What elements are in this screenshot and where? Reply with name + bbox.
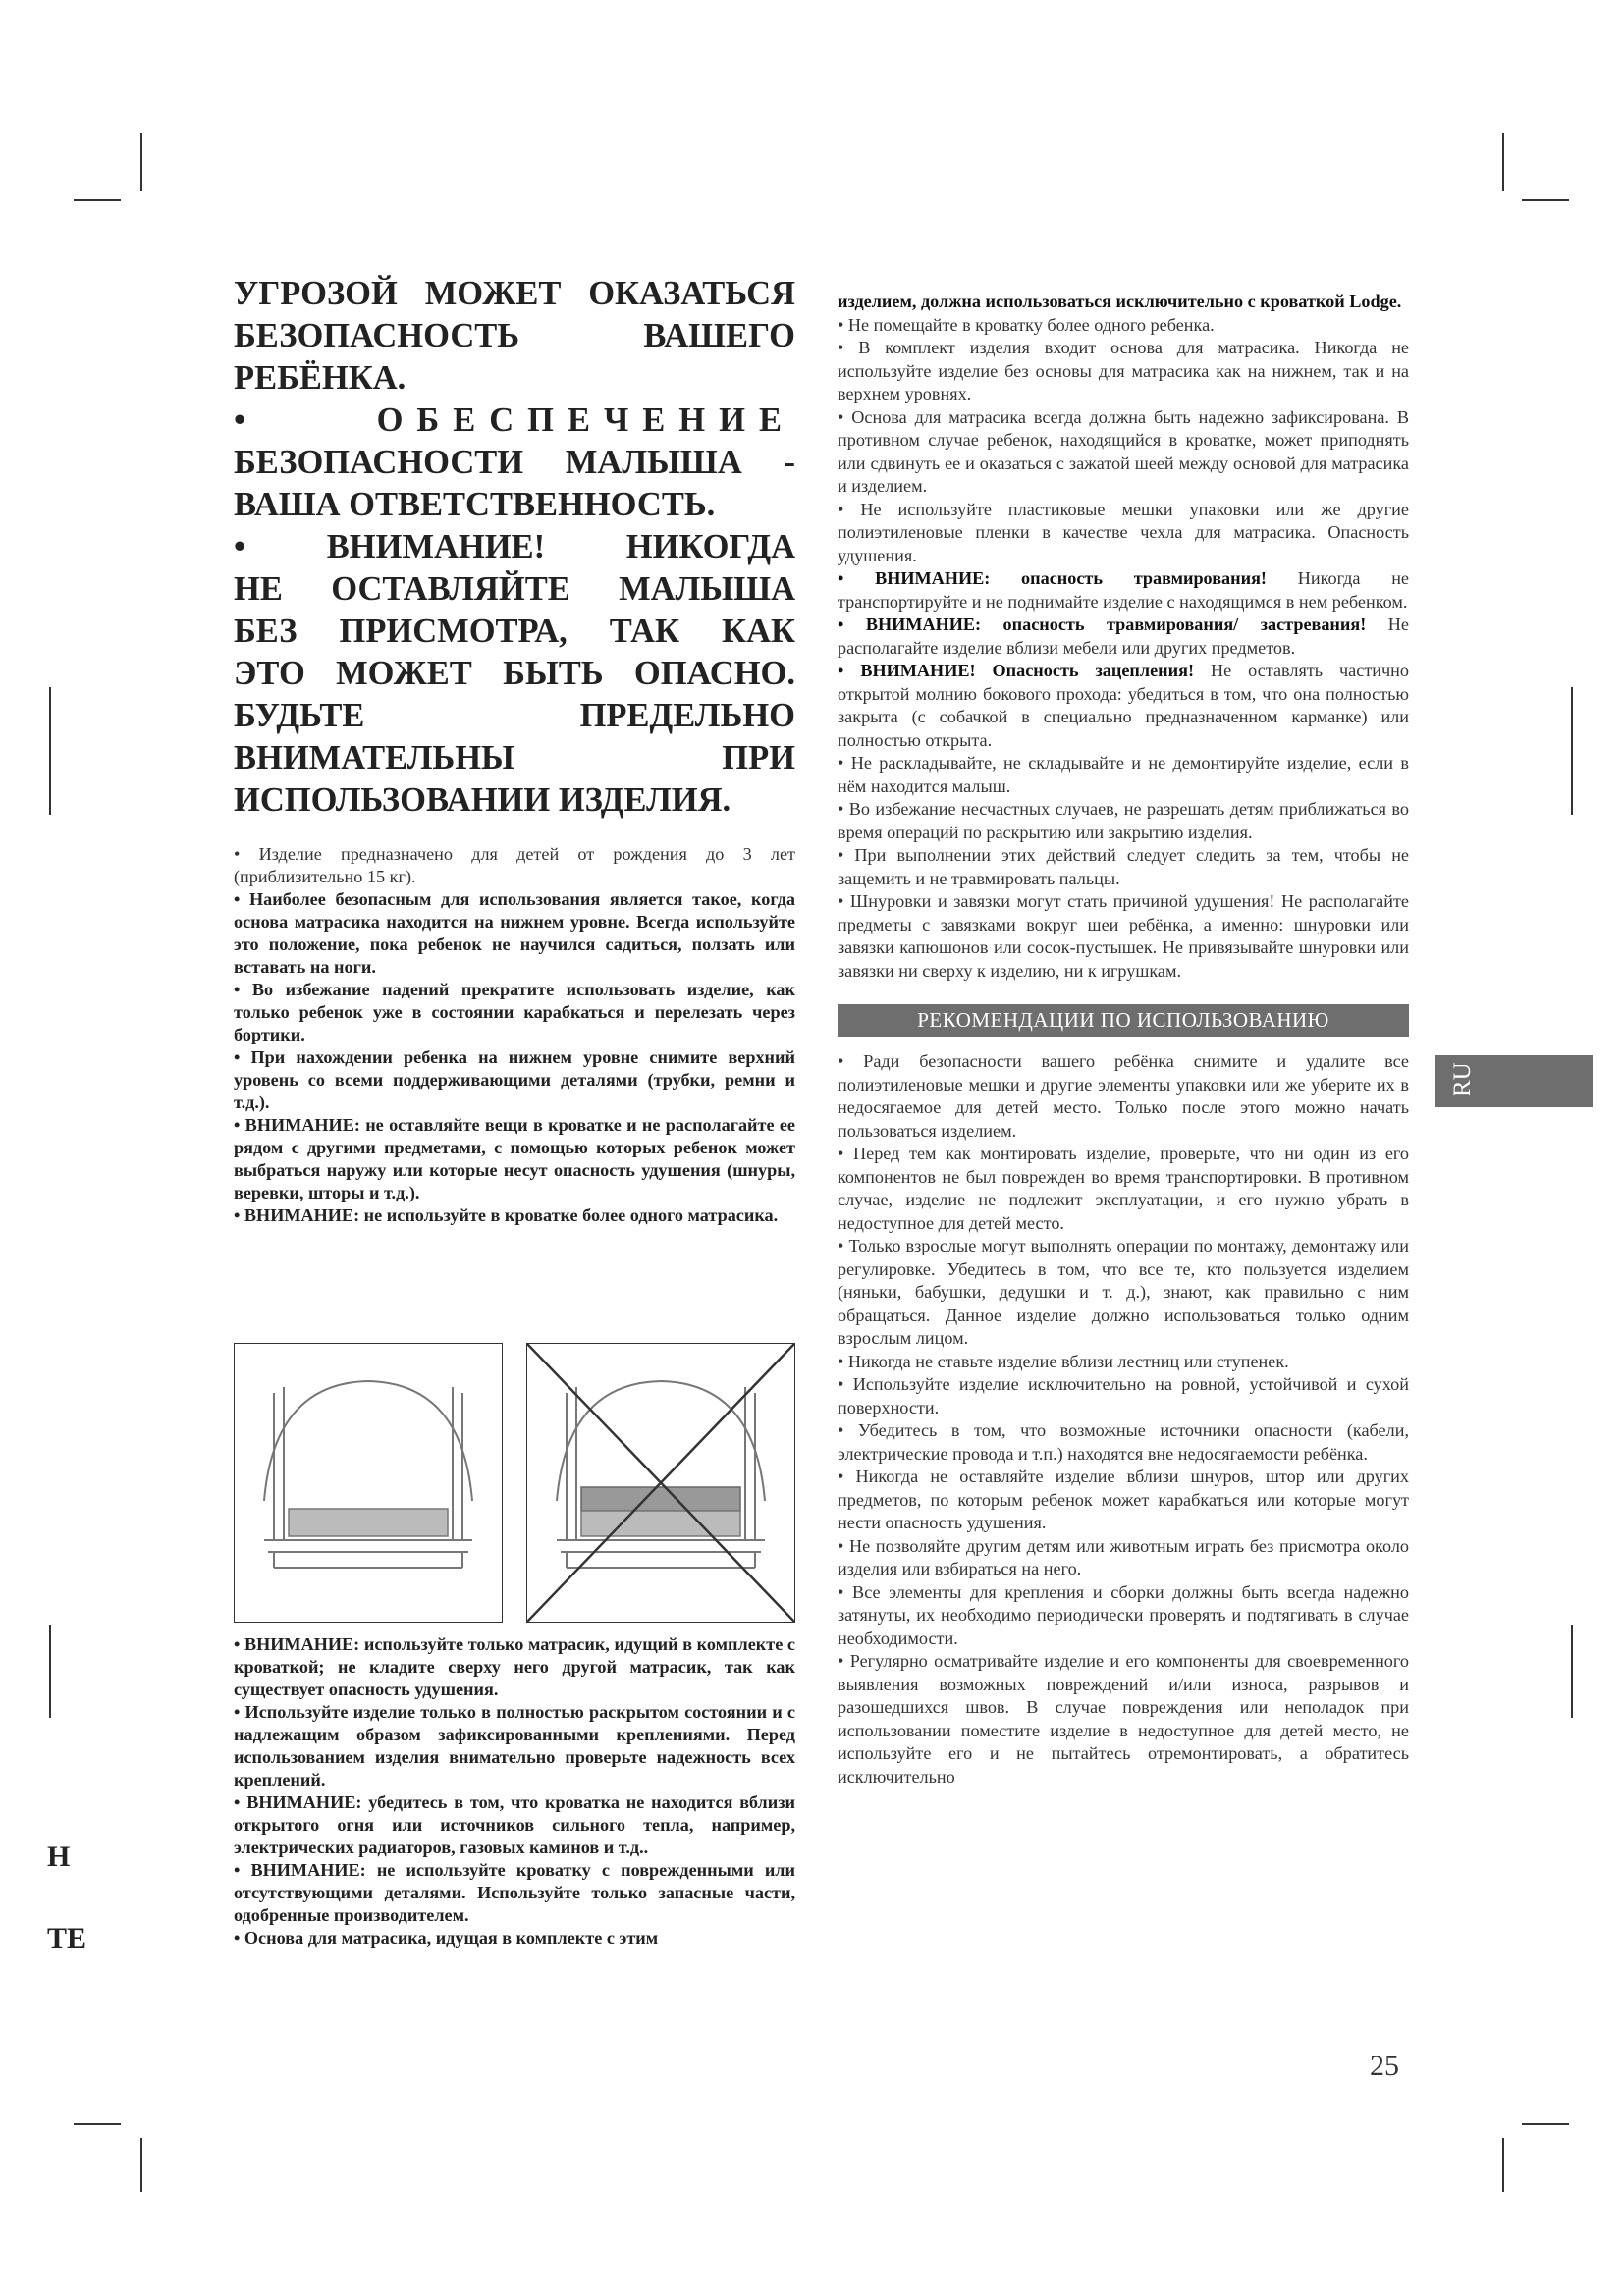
paragraph: • Шнуровки и завязки могут стать причиной удушения! Не располагайте предметы с завязками вокруг шеи ребёнка, а именно: шнуровки или завязки капюшонов или сосок-пустышек. Не привязывайте шнуровки или завязки ни сверху к изделию, ни к игрушкам. [838,891,1409,981]
paragraph: • При нахождении ребенка на нижнем уровне снимите верхний уровень со всеми поддерживающими деталями (трубки, ремни и т.д.). [234,1047,795,1112]
paragraph: • ВНИМАНИЕ: не оставляйте вещи в кроватке и не располагайте ее рядом с другими предметами, с помощью которых ребенок может выбраться наружу или которые несут опасность удушения (шнуры, веревки, шторы и т.д.). [234,1115,795,1202]
left-body-text [234,843,795,1227]
paragraph: • При выполнении этих действий следует следить за тем, чтобы не защемить и не травмировать пальцы. [838,845,1409,888]
paragraph: • Ради безопасности вашего ребёнка снимите и удалите все полиэтиленовые мешки и другие элементы упаковки или же уберите их в недосягаемое для детей место. Только после этого можно начать пользоваться изделием. [838,1051,1409,1141]
paragraph: • Наиболее безопасным для использования является такое, когда основа матрасика находится на нижнем уровне. Всегда используйте это положение, пока ребенок не научился садиться, ползать или вставать на ноги. [234,889,795,977]
mattress-figures [234,1343,795,1623]
paragraph: • Не позволяйте другим детям или животным играть без присмотра около изделия или взбираться на него. [838,1535,1409,1578]
heading-line: ВАША ОТВЕТСТВЕННОСТЬ. [234,486,716,523]
paragraph: • Регулярно осматривайте изделие и его компоненты для своевременного выявления возможных повреждений и/или износа, разрывов и разошедшихся швов. В случае повреждения или неполадок при использовании поместите изделие в недоступное для детей место, не используйте его и не пытайтесь отремонтировать, а обратитесь исключительно [838,1651,1409,1787]
heading-line: БУДЬТЕ ПРЕДЕЛЬНО [234,697,795,734]
paragraph: • Во избежание падений прекратите использовать изделие, как только ребенок уже в состоянии карабкаться и перелезать через бортики. [234,980,795,1044]
paragraph: • Не раскладывайте, не складывайте и не демонтируйте изделие, если в нём находится малыш. [838,753,1409,796]
heading-line: БЕЗОПАСНОСТИ МАЛЫША - [234,444,795,481]
paragraph: • Никогда не оставляйте изделие вблизи шнуров, штор или других предметов, по которым ребенок может карабкаться или которые могут нести опасность удушения. [838,1467,1409,1532]
paragraph [838,567,1409,614]
correct-mattress-figure [234,1343,503,1623]
incorrect-double-mattress-figure [526,1343,795,1623]
warning-heading [234,273,795,822]
heading-line: ЭТО МОЖЕТ БЫТЬ ОПАСНО. [234,655,795,692]
warning-lead: • ВНИМАНИЕ: опасность травмирования/ застревания! [838,614,1367,634]
paragraph-rest: Не располагайте изделие вблизи мебели или других предметов. [838,614,1409,658]
paragraph: • В комплект изделия входит основа для матрасика. Никогда не используйте изделие без основы для матрасика как на нижнем, так и на верхнем уровнях. [838,338,1409,403]
left-body-text-2 [234,1633,795,1949]
paragraph: • Не используйте пластиковые мешки упаковки или же другие полиэтиленовые пленки в качестве чехла для матрасика. Опасность удушения. [838,499,1409,565]
section-title: РЕКОМЕНДАЦИИ ПО ИСПОЛЬЗОВАНИЮ [838,1004,1409,1037]
paragraph: • Основа для матрасика всегда должна быть надежно зафиксирована. В противном случае ребенок, находящийся в кроватке, может приподнять или сдвинуть ее и оказаться с зажатой шеей между основой для матрасика и изделием. [838,406,1409,496]
heading-line: • ВНИМАНИЕ! НИКОГДА [234,528,795,565]
paragraph: • Используйте изделие исключительно на ровной, устойчивой и сухой поверхности. [838,1374,1409,1417]
paragraph: • Основа для матрасика, идущая в комплекте с этим [234,1928,659,1948]
paragraph: • ВНИМАНИЕ: не используйте в кроватке более одного матрасика. [234,1205,779,1225]
left-column [234,273,795,1227]
warning-lead: • ВНИМАНИЕ: опасность травмирования! [838,568,1267,588]
paragraph: • Никогда не ставьте изделие вблизи лестниц или ступенек. [838,1351,1289,1371]
paragraph: • ВНИМАНИЕ: убедитесь в том, что кроватка не находится вблизи открытого огня или источников сильного тепла, например, электрических радиаторов, газовых каминов и т.д.. [234,1792,795,1857]
paragraph-rest: Никогда не транспортируйте и не поднимайте изделие с находящимся в нем ребенком. [838,568,1410,612]
page-number: 25 [1370,2050,1399,2082]
language-tab-label: RU [1449,1062,1476,1096]
heading-line: БЕЗ ПРИСМОТРА, ТАК КАК [234,613,795,650]
paragraph: • Все элементы для крепления и сборки должны быть всегда надежно затянуты, их необходимо периодически проверять и подтягивать в случае необходимости. [838,1581,1409,1648]
heading-line: БЕЗОПАСНОСТЬ ВАШЕГО [234,317,795,354]
warning-lead: • ВНИМАНИЕ! Опасность зацепления! [838,661,1195,680]
paragraph [838,614,1409,660]
heading-line: ВНИМАТЕЛЬНЫ ПРИ [234,739,795,776]
paragraph: • Используйте изделие только в полностью раскрытом состоянии и с надлежащим образом зафиксированными креплениями. Перед использованием изделия внимательно проверьте надежность всех креплений. [234,1702,795,1789]
paragraph: • Перед тем как монтировать изделие, проверьте, что ни один из его компонентов не был поврежден во время транспортировки. В противном случае, изделие не подлежит эксплуатации, и его нужно убрать в недоступное для детей место. [838,1144,1409,1233]
margin-letter: Н [47,1841,71,1873]
paragraph: • ВНИМАНИЕ: не используйте кроватку с поврежденными или отсутствующими деталями. Используйте только запасные части, одобренные производителем. [234,1860,795,1925]
crib-double-mattress-illustration [527,1344,794,1622]
heading-line: НЕ ОСТАВЛЯЙТЕ МАЛЫША [234,570,795,608]
paragraph: • Убедитесь в том, что возможные источники опасности (кабели, электрические провода и т.п.) находятся вне недосягаемости ребёнка. [838,1420,1409,1464]
crib-single-mattress-illustration [235,1344,502,1622]
heading-line: ИСПОЛЬЗОВАНИИ ИЗДЕЛИЯ. [234,781,731,819]
paragraph: • Только взрослые могут выполнять операции по монтажу, демонтажу или регулировке. Убедитесь в том, что все те, кто пользуется изделием (няньки, бабушки, дедушки и т. д.), знают, как правильно с ним обращаться. Данное изделие должно использоваться только одним взрослым лицом. [838,1236,1409,1348]
heading-line: УГРОЗОЙ МОЖЕТ ОКАЗАТЬСЯ [234,275,795,312]
paragraph [838,660,1409,752]
paragraph: • Изделие предназначено для детей от рождения до 3 лет (приблизительно 15 кг). [234,844,795,886]
heading-line: • ОБЕСПЕЧЕНИЕ [234,401,795,439]
language-tab [1435,1055,1593,1107]
paragraph: • Во избежание несчастных случаев, не разрешать детям приближаться во время операций по раскрытию или закрытию изделия. [838,799,1409,842]
paragraph: • Не помещайте в кроватку более одного ребенка. [838,314,1215,335]
paragraph: изделием, должна использоваться исключительно с кроваткой Lodge. [838,292,1402,311]
margin-letter: ТЕ [47,1922,87,1954]
right-column [838,291,1409,1789]
paragraph-rest: Не оставлять частично открытой молнию бокового прохода: убедиться в том, что она полностью закрыта (с собачкой в специально предназначенном карманке) или полностью открыта. [838,661,1409,750]
paragraph: • ВНИМАНИЕ: используйте только матрасик, идущий в комплекте с кроваткой; не кладите сверху него другой матрасик, так как существует опасность удушения. [234,1634,795,1699]
heading-line: РЕБЁНКА. [234,359,406,397]
